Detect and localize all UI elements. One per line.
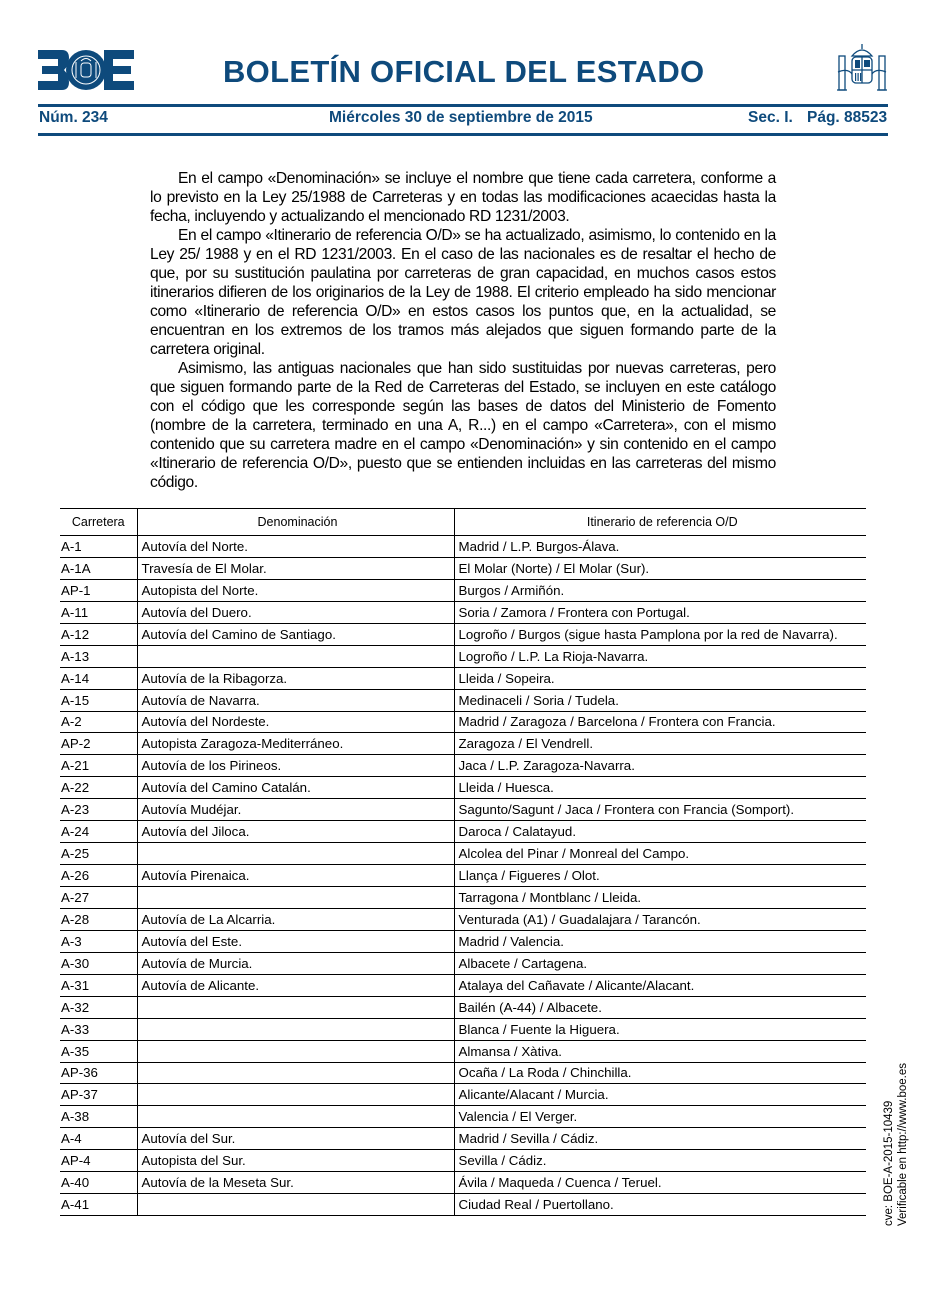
cell-carretera: A-26 bbox=[60, 865, 137, 887]
cell-carretera: A-15 bbox=[60, 689, 137, 711]
table-row bbox=[60, 1106, 866, 1128]
verification-note bbox=[882, 1063, 910, 1226]
cell-carretera: A-1 bbox=[60, 536, 137, 558]
cell-itinerario: Madrid / Sevilla / Cádiz. bbox=[454, 1128, 866, 1150]
cell-itinerario: Alicante/Alacant / Murcia. bbox=[454, 1084, 866, 1106]
column-header-carretera: Carretera bbox=[60, 509, 137, 536]
cell-itinerario: Albacete / Cartagena. bbox=[454, 952, 866, 974]
cell-denominacion: Autovía del Duero. bbox=[137, 601, 454, 623]
cell-denominacion: Autovía del Camino Catalán. bbox=[137, 777, 454, 799]
table-row bbox=[60, 952, 866, 974]
cell-denominacion bbox=[137, 1106, 454, 1128]
page-header bbox=[38, 40, 888, 104]
table-row bbox=[60, 843, 866, 865]
cell-denominacion: Travesía de El Molar. bbox=[137, 557, 454, 579]
cell-denominacion: Autovía de Murcia. bbox=[137, 952, 454, 974]
column-header-itinerario: Itinerario de referencia O/D bbox=[454, 509, 866, 536]
table-row bbox=[60, 689, 866, 711]
cell-denominacion bbox=[137, 1194, 454, 1216]
cell-carretera: A-13 bbox=[60, 645, 137, 667]
body-text bbox=[150, 169, 776, 492]
table-row bbox=[60, 1150, 866, 1172]
issue-number: Núm. 234 bbox=[39, 109, 108, 126]
table-row bbox=[60, 711, 866, 733]
cell-denominacion bbox=[137, 996, 454, 1018]
cell-itinerario: Daroca / Calatayud. bbox=[454, 821, 866, 843]
cell-denominacion: Autovía del Este. bbox=[137, 930, 454, 952]
cell-carretera: AP-37 bbox=[60, 1084, 137, 1106]
cell-carretera: A-32 bbox=[60, 996, 137, 1018]
cell-carretera: A-12 bbox=[60, 623, 137, 645]
cell-denominacion: Autovía del Nordeste. bbox=[137, 711, 454, 733]
table-row bbox=[60, 1018, 866, 1040]
cell-itinerario: Logroño / Burgos (sigue hasta Pamplona por la red de Navarra). bbox=[454, 623, 866, 645]
cell-denominacion: Autovía del Norte. bbox=[137, 536, 454, 558]
issue-date: Miércoles 30 de septiembre de 2015 bbox=[329, 109, 593, 126]
cell-itinerario: Madrid / Valencia. bbox=[454, 930, 866, 952]
cell-itinerario: Madrid / L.P. Burgos-Álava. bbox=[454, 536, 866, 558]
cell-itinerario: Ciudad Real / Puertollano. bbox=[454, 1194, 866, 1216]
cell-denominacion: Autovía del Sur. bbox=[137, 1128, 454, 1150]
table-row bbox=[60, 1062, 866, 1084]
cell-carretera: A-21 bbox=[60, 755, 137, 777]
cell-denominacion: Autovía de la Ribagorza. bbox=[137, 667, 454, 689]
cell-denominacion: Autovía del Camino de Santiago. bbox=[137, 623, 454, 645]
table-row bbox=[60, 777, 866, 799]
cell-carretera: A-23 bbox=[60, 799, 137, 821]
table-row bbox=[60, 799, 866, 821]
cell-carretera: A-38 bbox=[60, 1106, 137, 1128]
table-row bbox=[60, 1084, 866, 1106]
cell-itinerario: Ocaña / La Roda / Chinchilla. bbox=[454, 1062, 866, 1084]
table-row bbox=[60, 1128, 866, 1150]
cell-itinerario: Medinaceli / Soria / Tudela. bbox=[454, 689, 866, 711]
cell-denominacion: Autovía de La Alcarria. bbox=[137, 908, 454, 930]
cell-denominacion: Autovía Pirenaica. bbox=[137, 865, 454, 887]
cell-itinerario: Zaragoza / El Vendrell. bbox=[454, 733, 866, 755]
cell-itinerario: Almansa / Xàtiva. bbox=[454, 1040, 866, 1062]
cell-carretera: AP-4 bbox=[60, 1150, 137, 1172]
cell-denominacion bbox=[137, 1040, 454, 1062]
table-row bbox=[60, 887, 866, 909]
paragraph-itinerario: En el campo «Itinerario de referencia O/D» se ha actualizado, asimismo, lo contenido en la Ley 25/ 1988 y en el RD 1231/2003. En el caso de las nacionales es de resaltar el hecho de que, por su sustitución paulatina por carreteras de gran capacidad, en muchos casos estos itinerarios difieren de los originarios de la Ley de 1988. El criterio empleado ha sido mencionar como «Itinerario de referencia O/D» en estos casos los puntos que, en la actualidad, se encuentran en los extremos de los tramos más alejados que siguen formando parte de la carretera original. bbox=[150, 227, 776, 358]
table-row bbox=[60, 908, 866, 930]
header-rule-top bbox=[38, 104, 888, 107]
cell-itinerario: Lleida / Sopeira. bbox=[454, 667, 866, 689]
cell-denominacion: Autopista del Sur. bbox=[137, 1150, 454, 1172]
cell-carretera: A-28 bbox=[60, 908, 137, 930]
cell-carretera: AP-36 bbox=[60, 1062, 137, 1084]
cell-denominacion: Autovía de Alicante. bbox=[137, 974, 454, 996]
cell-itinerario: Lleida / Huesca. bbox=[454, 777, 866, 799]
cell-carretera: A-22 bbox=[60, 777, 137, 799]
cell-denominacion bbox=[137, 843, 454, 865]
cell-itinerario: Soria / Zamora / Frontera con Portugal. bbox=[454, 601, 866, 623]
table-row bbox=[60, 755, 866, 777]
cell-itinerario: El Molar (Norte) / El Molar (Sur). bbox=[454, 557, 866, 579]
cell-itinerario: Bailén (A-44) / Albacete. bbox=[454, 996, 866, 1018]
table-row bbox=[60, 974, 866, 996]
table-row bbox=[60, 536, 866, 558]
table-row bbox=[60, 821, 866, 843]
cell-itinerario: Valencia / El Verger. bbox=[454, 1106, 866, 1128]
column-header-denominacion: Denominación bbox=[137, 509, 454, 536]
cell-itinerario: Sevilla / Cádiz. bbox=[454, 1150, 866, 1172]
cell-carretera: A-35 bbox=[60, 1040, 137, 1062]
cell-itinerario: Venturada (A1) / Guadalajara / Tarancón. bbox=[454, 908, 866, 930]
table-row bbox=[60, 930, 866, 952]
cell-denominacion: Autovía del Jiloca. bbox=[137, 821, 454, 843]
cell-denominacion: Autovía de los Pirineos. bbox=[137, 755, 454, 777]
cell-itinerario: Madrid / Zaragoza / Barcelona / Frontera con Francia. bbox=[454, 711, 866, 733]
verification-url: Verificable en http://www.boe.es bbox=[897, 1062, 909, 1226]
table-row bbox=[60, 601, 866, 623]
cell-denominacion bbox=[137, 645, 454, 667]
table-row bbox=[60, 1040, 866, 1062]
cell-carretera: A-2 bbox=[60, 711, 137, 733]
cell-itinerario: Jaca / L.P. Zaragoza-Navarra. bbox=[454, 755, 866, 777]
table-row bbox=[60, 1172, 866, 1194]
header-rule-bottom bbox=[38, 133, 888, 136]
page-title: BOLETÍN OFICIAL DEL ESTADO bbox=[223, 54, 705, 89]
boe-logo-icon bbox=[38, 50, 134, 90]
section-label: Sec. I. bbox=[748, 109, 793, 126]
cell-itinerario: Tarragona / Montblanc / Lleida. bbox=[454, 887, 866, 909]
roads-catalog-table bbox=[60, 508, 866, 1216]
cell-carretera: A-25 bbox=[60, 843, 137, 865]
cell-itinerario: Ávila / Maqueda / Cuenca / Teruel. bbox=[454, 1172, 866, 1194]
cell-carretera: A-33 bbox=[60, 1018, 137, 1040]
table-row bbox=[60, 996, 866, 1018]
cell-carretera: A-3 bbox=[60, 930, 137, 952]
table-header-row bbox=[60, 509, 866, 536]
cell-carretera: A-27 bbox=[60, 887, 137, 909]
cell-itinerario: Sagunto/Sagunt / Jaca / Frontera con Francia (Somport). bbox=[454, 799, 866, 821]
cell-carretera: AP-2 bbox=[60, 733, 137, 755]
table-row bbox=[60, 667, 866, 689]
cell-denominacion: Autopista del Norte. bbox=[137, 579, 454, 601]
page-number: Pág. 88523 bbox=[807, 109, 888, 126]
cell-carretera: A-24 bbox=[60, 821, 137, 843]
cell-itinerario: Burgos / Armiñón. bbox=[454, 579, 866, 601]
cell-denominacion bbox=[137, 1018, 454, 1040]
cell-itinerario: Blanca / Fuente la Higuera. bbox=[454, 1018, 866, 1040]
cell-carretera: A-40 bbox=[60, 1172, 137, 1194]
cell-itinerario: Logroño / L.P. La Rioja-Navarra. bbox=[454, 645, 866, 667]
cell-denominacion: Autovía de la Meseta Sur. bbox=[137, 1172, 454, 1194]
table-row bbox=[60, 623, 866, 645]
table-row bbox=[60, 733, 866, 755]
coat-of-arms-icon bbox=[836, 42, 888, 96]
cell-carretera: A-1A bbox=[60, 557, 137, 579]
cell-carretera: A-31 bbox=[60, 974, 137, 996]
paragraph-antiguas-nacionales: Asimismo, las antiguas nacionales que han sido sustituidas por nuevas carreteras, pero que siguen formando parte de la Red de Carreteras del Estado, se incluyen en este catálogo con el código que les corresponde según las bases de datos del Ministerio de Fomento (nombre de la carretera, terminado en una A, R...) en el campo «Carretera», con el mismo contenido que su carretera madre en el campo «Denominación» y sin contenido en el campo «Itinerario de referencia O/D», puesto que se entienden incluidas en las carreteras del mismo código. bbox=[150, 360, 776, 491]
cve-code: cve: BOE-A-2015-10439 bbox=[883, 1100, 895, 1226]
table-body bbox=[60, 536, 866, 1216]
cell-carretera: AP-1 bbox=[60, 579, 137, 601]
cell-denominacion bbox=[137, 887, 454, 909]
cell-denominacion bbox=[137, 1062, 454, 1084]
cell-itinerario: Atalaya del Cañavate / Alicante/Alacant. bbox=[454, 974, 866, 996]
cell-denominacion: Autopista Zaragoza-Mediterráneo. bbox=[137, 733, 454, 755]
cell-carretera: A-11 bbox=[60, 601, 137, 623]
table-row bbox=[60, 865, 866, 887]
cell-carretera: A-30 bbox=[60, 952, 137, 974]
cell-denominacion bbox=[137, 1084, 454, 1106]
cell-carretera: A-41 bbox=[60, 1194, 137, 1216]
cell-carretera: A-4 bbox=[60, 1128, 137, 1150]
table-row bbox=[60, 557, 866, 579]
table-row bbox=[60, 1194, 866, 1216]
cell-denominacion: Autovía Mudéjar. bbox=[137, 799, 454, 821]
table-row bbox=[60, 579, 866, 601]
table-row bbox=[60, 645, 866, 667]
cell-carretera: A-14 bbox=[60, 667, 137, 689]
cell-itinerario: Llança / Figueres / Olot. bbox=[454, 865, 866, 887]
cell-denominacion: Autovía de Navarra. bbox=[137, 689, 454, 711]
cell-itinerario: Alcolea del Pinar / Monreal del Campo. bbox=[454, 843, 866, 865]
paragraph-denominacion: En el campo «Denominación» se incluye el nombre que tiene cada carretera, conforme a lo previsto en la Ley 25/1988 de Carreteras y en todas las modificaciones acaecidas hasta la fecha, incluyendo y actualizando el mencionado RD 1231/2003. bbox=[150, 170, 776, 225]
